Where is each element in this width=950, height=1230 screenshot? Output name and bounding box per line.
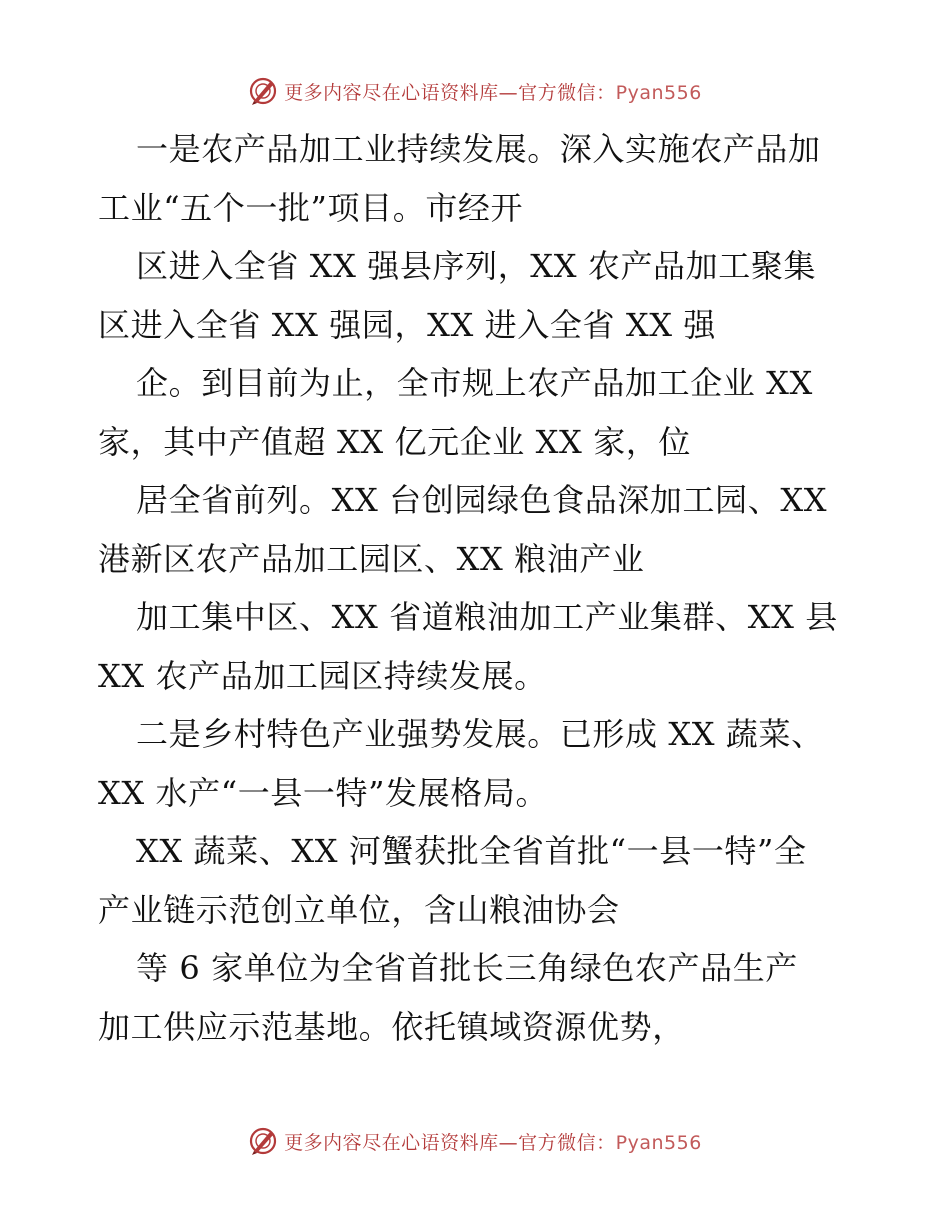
text-line: 二是乡村特色产业强势发展。已形成 XX 蔬菜、 <box>136 715 824 753</box>
text-line: XX 农产品加工园区持续发展。 <box>98 656 547 695</box>
text-line: 港新区农产品加工园区、XX 粮油产业 <box>98 539 645 578</box>
text-line: 工业“五个一批”项目。市经开 <box>98 188 524 227</box>
footer-wechat-handle: Pyan556 <box>615 1131 702 1154</box>
text-line: 加工供应示范基地。依托镇域资源优势， <box>98 1007 685 1046</box>
text-line: 居全省前列。XX 台创园绿色食品深加工园、XX <box>136 481 828 519</box>
text-line: 家，其中产值超 XX 亿元企业 XX 家，位 <box>98 422 692 461</box>
text-line: 加工集中区、XX 省道粮油加工产业集群、XX 县 <box>136 598 838 636</box>
pen-logo-icon <box>248 1126 278 1156</box>
text-line: 企。到目前为止，全市规上农产品加工企业 XX <box>136 364 813 402</box>
text-line: 一是农产品加工业持续发展。深入实施农产品加 <box>136 130 821 168</box>
text-line: 等 6 家单位为全省首批长三角绿色农产品生产 <box>136 949 798 987</box>
text-line: 产业链示范创立单位，含山粮油协会 <box>98 890 620 929</box>
document-body <box>98 120 858 1056</box>
header-banner <box>0 71 950 111</box>
text-line: 区进入全省 XX 强县序列，XX 农产品加工聚集 <box>136 247 817 285</box>
header-wechat-handle: Pyan556 <box>615 81 702 104</box>
header-text: 更多内容尽在心语资料库—官方微信：Pyan556 <box>284 81 702 104</box>
footer-text: 更多内容尽在心语资料库—官方微信：Pyan556 <box>284 1131 702 1154</box>
text-line: XX 水产“一县一特”发展格局。 <box>98 773 549 812</box>
text-line: 区进入全省 XX 强园，XX 进入全省 XX 强 <box>98 305 716 344</box>
footer-banner <box>0 1121 950 1161</box>
text-line: XX 蔬菜、XX 河蟹获批全省首批“一县一特”全 <box>136 832 807 870</box>
pen-logo-icon <box>248 76 278 106</box>
